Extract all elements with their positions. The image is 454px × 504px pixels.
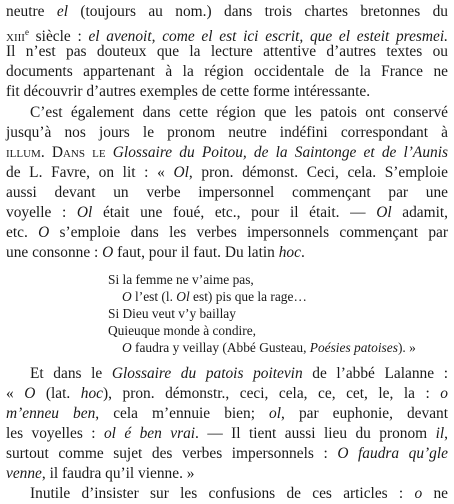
text-line: venne, il faudra qu’il vienne. » [6,465,195,482]
text-line: aussi devant un verbe impersonnel commençant par une [6,184,448,201]
text-line: une consonne : O faut, pour il faut. Du latin hoc. [6,244,305,261]
text-line: m’enneu ben, cela m’ennuie bien; ol, par euphonie, devant [6,405,448,422]
text-line: illum. Dans le Glossaire du Poitou, de la Saintonge et de l’Aunis [6,144,448,161]
text-line: Inutile d’insister sur les confusions de ces articles : o ne [30,485,448,502]
text-line: documents appartenant à la région occidentale de la France ne [6,63,448,80]
text-line: C’est également dans cette région que les patois ont conservé [30,104,448,121]
text-line: etc. O s’emploie dans les verbes impersonnels commençant par [6,224,448,241]
verse-line: Quieuque monde à condire, [108,323,256,338]
verse-line: Si la femme ne v’aime pas, [108,272,254,287]
text-line: « O (lat. hoc), pron. démonstr., ceci, cela, ce, cet, le, la : o [6,385,448,402]
text-line: voyelle : Ol était une foué, etc., pour il était. — Ol adamit, [6,204,448,221]
verse-line: O faudra y veillay (Abbé Gusteau, Poésies patoises). » [122,340,416,355]
text-line: de L. Favre, on lit : « Ol, pron. démonst. Ceci, cela. S’emploie [6,164,448,181]
text-line: fit découvrir d’autres exemples de cette forme intéressante. [6,83,371,100]
text-line: neutre el (toujours au nom.) dans trois chartes bretonnes du [6,3,448,20]
text-line: Il n’est pas douteux que la lecture attentive d’autres textes ou [6,43,448,60]
text-line: surtout comme sujet des verbes impersonnels : O faudra qu’gle [6,445,448,462]
text-line: Et dans le Glossaire du patois poitevin de l’abbé Lalanne : [30,365,448,382]
text-line: jusqu’à nos jours le pronom neutre indéfini correspondant à [6,124,448,141]
text-line: xiii$^e$ siècle : el avenoit, come el est ici escrit, que el esteit presmei. [6,27,448,46]
text-line: les voyelles : ol é ben vrai. — Il tient aussi lieu du pronom il, [6,425,448,442]
verse-line: Si Dieu veut v’y baillay [108,306,236,321]
verse-line: O l’est (l. Ol est) pis que la rage… [122,289,307,304]
